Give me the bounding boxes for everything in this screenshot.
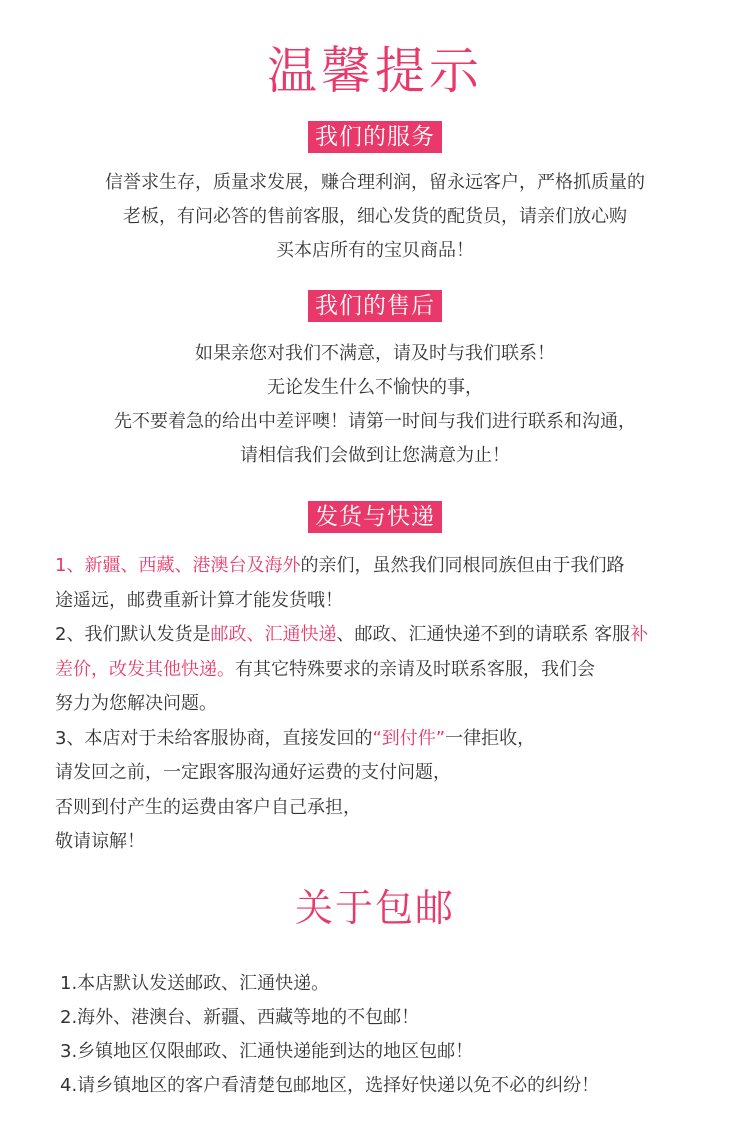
body-text: 有其它特殊要求的亲请及时联系客服，我们会: [235, 658, 595, 680]
service-text: [0, 166, 750, 268]
shipping-text: [55, 549, 735, 860]
service-line: 买本店所有的宝贝商品！: [276, 240, 474, 261]
free-shipping-list: [60, 967, 599, 1103]
body-text: 一律拒收，: [445, 727, 536, 749]
service-line: 老板，有问必答的售前客服，细心发货的配货员，请亲们放心购: [123, 206, 627, 227]
after-sales-line: 无论发生什么不愉快的事，: [267, 377, 483, 398]
list-item: 4.请乡镇地区的客户看清楚包邮地区，选择好快递以免不必的纠纷！: [60, 1075, 600, 1096]
after-sales-line: 先不要着急的给出中差评噢！请第一时间与我们进行联系和沟通，: [114, 411, 636, 432]
after-sales-line: 如果亲您对我们不满意，请及时与我们联系！: [195, 343, 555, 364]
shipping-paragraph-1: [55, 549, 735, 584]
after-sales-text: [0, 337, 750, 473]
free-shipping-heading: 关于包邮: [294, 886, 455, 930]
list-item: 2.海外、港澳台、新疆、西藏等地的不包邮！: [60, 1007, 420, 1028]
highlight-text: “到付件”: [372, 727, 446, 749]
body-text: 请发回之前，一定跟客服沟通好运费的支付问题，: [55, 762, 451, 783]
list-item: 3.乡镇地区仅限邮政、汇通快递能到达的地区包邮！: [60, 1041, 474, 1062]
body-text: 途遥远，邮费重新计算才能发货哦！: [55, 589, 343, 611]
highlight-text: 差价，改发其他快递。: [55, 658, 235, 680]
after-sales-line: 请相信我们会做到让您满意为止！: [240, 445, 510, 466]
shipping-paragraph-2-line-2: [55, 653, 735, 688]
highlight-text: 补: [630, 624, 649, 645]
service-heading: 我们的服务: [308, 121, 442, 153]
service-line: 信誉求生存，质量求发展，赚合理利润，留永远客户，严格抓质量的: [105, 172, 645, 193]
body-text: 2、我们默认发货是: [55, 624, 211, 645]
body-text: 的亲们，虽然我们同根同族但由于我们路: [300, 555, 625, 576]
body-text: 敬请谅解！: [55, 831, 145, 852]
highlight-text: 邮政、汇通快递: [210, 624, 337, 645]
shipping-paragraph-3: [55, 722, 735, 757]
list-item: 1.本店默认发送邮政、汇通快递。: [60, 973, 330, 994]
shipping-heading: 发货与快递: [308, 501, 442, 533]
highlight-text: 1、新疆、西藏、港澳台及海外: [55, 555, 301, 576]
after-sales-heading: 我们的售后: [308, 290, 442, 322]
page-title: 温馨提示: [267, 42, 483, 100]
shipping-paragraph-2: [55, 618, 735, 653]
body-text: 、邮政、汇通快递不到的请联系 客服: [336, 624, 631, 645]
body-text: 3、本店对于未给客服协商，直接发回的: [55, 727, 373, 749]
body-text: 否则到付产生的运费由客户自己承担，: [55, 796, 361, 818]
body-text: 努力为您解决问题。: [55, 693, 217, 714]
